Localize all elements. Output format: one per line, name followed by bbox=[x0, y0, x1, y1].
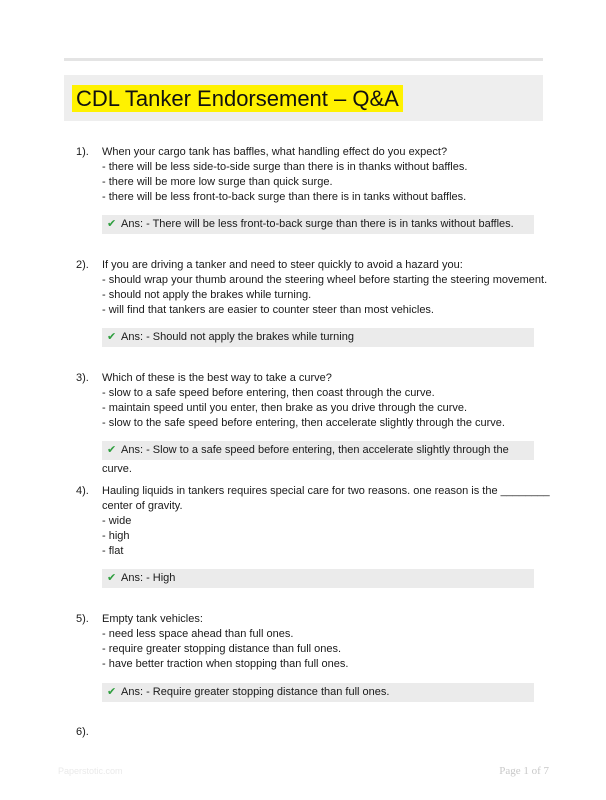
question-option: - wide bbox=[102, 515, 132, 527]
question-option: - should not apply the brakes while turning. bbox=[102, 289, 312, 301]
question-body bbox=[102, 258, 548, 318]
question-option: - will find that tankers are easier to counter steer than most vehicles. bbox=[102, 304, 434, 316]
question-option: - flat bbox=[102, 545, 124, 557]
answer-box bbox=[102, 215, 534, 234]
question-option: - there will be more low surge than quick surge. bbox=[102, 176, 333, 188]
question-number: 6). bbox=[76, 726, 89, 738]
question-option: - should wrap your thumb around the steering wheel before starting the steering movement. bbox=[102, 274, 548, 286]
question-option: - there will be less side-to-side surge than there is in thanks without baffles. bbox=[102, 161, 468, 173]
answer-text: Ans: - Require greater stopping distance than full ones. bbox=[121, 686, 390, 698]
answer-text: Ans: - Slow to a safe speed before entering, then accelerate slightly through the curve. bbox=[102, 444, 509, 475]
title-band bbox=[64, 75, 543, 121]
check-icon: ✔ bbox=[107, 331, 117, 343]
answer-box bbox=[102, 441, 534, 475]
footer-watermark: Paperstotic.com bbox=[58, 766, 123, 776]
question-text: Empty tank vehicles: bbox=[102, 613, 203, 625]
check-icon: ✔ bbox=[107, 572, 117, 584]
question-option: - there will be less front-to-back surge than there is in tanks without baffles. bbox=[102, 191, 467, 203]
answer-text: Ans: - Should not apply the brakes while turning bbox=[121, 331, 354, 343]
top-divider bbox=[64, 58, 543, 61]
check-icon: ✔ bbox=[107, 686, 117, 698]
page-title: CDL Tanker Endorsement – Q&A bbox=[72, 85, 403, 112]
question-text: Hauling liquids in tankers requires special care for two reasons. one reason is the ________ bbox=[102, 485, 550, 497]
question-body bbox=[102, 484, 548, 559]
question-body bbox=[102, 371, 548, 431]
question-text: If you are driving a tanker and need to steer quickly to avoid a hazard you: bbox=[102, 259, 463, 271]
question-text-continued: center of gravity. bbox=[102, 500, 183, 512]
question-text: Which of these is the best way to take a curve? bbox=[102, 372, 332, 384]
check-icon: ✔ bbox=[107, 218, 117, 230]
question-number: 5). bbox=[76, 613, 89, 625]
question-option: - maintain speed until you enter, then brake as you drive through the curve. bbox=[102, 402, 468, 414]
question-number: 3). bbox=[76, 372, 89, 384]
question-option: - need less space ahead than full ones. bbox=[102, 628, 294, 640]
check-icon: ✔ bbox=[107, 444, 117, 456]
question-option: - have better traction when stopping than full ones. bbox=[102, 658, 349, 670]
answer-text: Ans: - High bbox=[121, 572, 176, 584]
page-indicator: Page 1 of 7 bbox=[499, 765, 549, 777]
question-option: - require greater stopping distance than full ones. bbox=[102, 643, 342, 655]
question-number: 1). bbox=[76, 146, 89, 158]
question-option: - slow to a safe speed before entering, then coast through the curve. bbox=[102, 387, 435, 399]
answer-box bbox=[102, 569, 534, 588]
question-option: - slow to the safe speed before entering, then accelerate slightly through the curve. bbox=[102, 417, 505, 429]
question-text: When your cargo tank has baffles, what handling effect do you expect? bbox=[102, 146, 448, 158]
answer-box bbox=[102, 328, 534, 347]
question-number: 4). bbox=[76, 485, 89, 497]
answer-box bbox=[102, 683, 534, 702]
question-number: 2). bbox=[76, 259, 89, 271]
answer-text: Ans: - There will be less front-to-back surge than there is in tanks without baffles. bbox=[121, 218, 514, 230]
question-body bbox=[102, 145, 548, 205]
question-option: - high bbox=[102, 530, 130, 542]
question-body bbox=[102, 612, 548, 672]
